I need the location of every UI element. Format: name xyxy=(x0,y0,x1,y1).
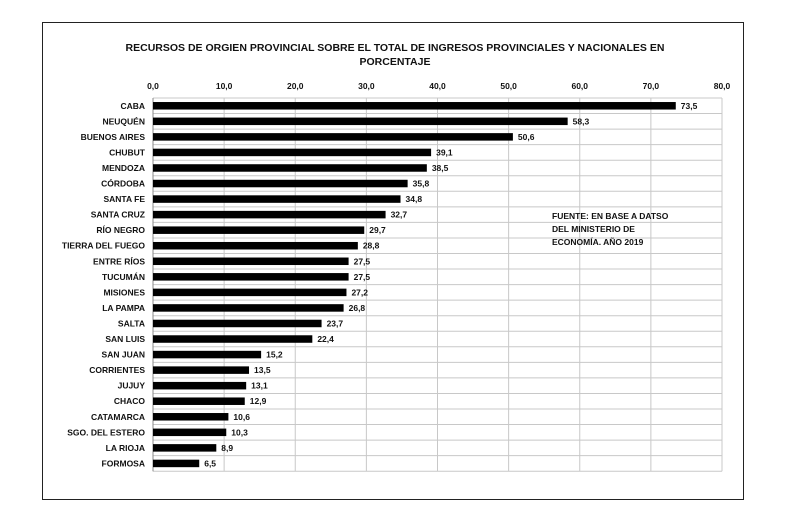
value-label: 58,3 xyxy=(572,116,590,127)
bar xyxy=(153,226,364,234)
x-tick-label: 10,0 xyxy=(215,81,233,91)
category-label: JUJUY xyxy=(117,380,145,391)
value-label: 35,8 xyxy=(412,178,430,189)
category-label: SAN LUIS xyxy=(105,334,145,345)
category-label: SAN JUAN xyxy=(101,349,145,360)
source-note-line-1: FUENTE: EN BASE A DATSO xyxy=(552,211,669,221)
category-label: SALTA xyxy=(117,318,145,329)
value-label: 15,2 xyxy=(266,349,283,360)
value-label: 26,8 xyxy=(348,302,366,313)
bar xyxy=(153,149,431,157)
value-label: 38,5 xyxy=(431,162,449,173)
category-label: TUCUMÁN xyxy=(102,271,145,282)
category-label: CHUBUT xyxy=(109,147,145,158)
category-label: ENTRE RÍOS xyxy=(93,256,145,267)
x-tick-label: 30,0 xyxy=(358,81,375,91)
bar xyxy=(153,133,513,141)
value-label: 73,5 xyxy=(680,100,698,111)
chart-title-line-2: PORCENTAJE xyxy=(359,56,431,68)
category-label: FORMOSA xyxy=(101,458,145,469)
value-label: 34,8 xyxy=(405,194,423,205)
x-tick-label: 70,0 xyxy=(642,81,660,91)
x-axis-ticks xyxy=(147,81,730,91)
value-label: 27,5 xyxy=(353,271,371,282)
bar xyxy=(153,118,568,126)
bar xyxy=(153,258,349,266)
value-label: 13,5 xyxy=(254,365,271,376)
value-label: 27,5 xyxy=(353,256,371,267)
bar xyxy=(153,429,226,437)
category-label: CABA xyxy=(120,100,145,111)
category-label: NEUQUÉN xyxy=(102,116,145,127)
bar xyxy=(153,164,427,172)
bar xyxy=(153,304,344,312)
value-label: 6,5 xyxy=(204,458,217,469)
category-label: CORRIENTES xyxy=(89,365,145,376)
bar xyxy=(153,289,346,297)
category-label: TIERRA DEL FUEGO xyxy=(61,240,145,251)
category-label: CATAMARCA xyxy=(91,411,145,422)
bar xyxy=(153,382,246,390)
x-tick-label: 80,0 xyxy=(713,81,731,91)
value-label: 12,9 xyxy=(249,396,267,407)
value-label: 10,3 xyxy=(231,427,248,438)
value-label: 8,9 xyxy=(221,442,234,453)
bar xyxy=(153,351,261,359)
value-label: 22,4 xyxy=(317,334,334,345)
value-label: 23,7 xyxy=(326,318,344,329)
value-label: 13,1 xyxy=(251,380,268,391)
bar xyxy=(153,180,408,188)
value-label: 27,2 xyxy=(351,287,369,298)
category-label: CHACO xyxy=(113,396,145,407)
bar xyxy=(153,366,249,374)
category-label: MISIONES xyxy=(103,287,145,298)
category-labels xyxy=(62,101,146,469)
bar xyxy=(153,460,199,468)
value-label: 28,8 xyxy=(362,240,380,251)
bar xyxy=(153,211,386,219)
value-label: 10,6 xyxy=(233,411,250,422)
bar xyxy=(153,102,676,110)
bar xyxy=(153,273,349,281)
category-label: RÍO NEGRO xyxy=(96,225,145,236)
x-tick-label: 0,0 xyxy=(147,81,159,91)
bar xyxy=(153,413,228,421)
category-label: SGO. DEL ESTERO xyxy=(67,427,145,438)
value-label: 29,7 xyxy=(369,225,386,236)
category-label: SANTA CRUZ xyxy=(90,209,145,220)
x-tick-label: 40,0 xyxy=(429,81,446,91)
category-label: SANTA FE xyxy=(103,194,145,205)
category-label: MENDOZA xyxy=(102,162,145,173)
category-label: BUENOS AIRES xyxy=(80,131,145,142)
category-label: LA PAMPA xyxy=(102,302,145,313)
value-label: 39,1 xyxy=(436,147,453,158)
category-label: CÓRDOBA xyxy=(101,178,145,189)
bar xyxy=(153,242,358,250)
chart-title-line-1: RECURSOS DE ORGIEN PROVINCIAL SOBRE EL TOTAL DE INGRESOS PROVINCIALES Y NACIONALES EN xyxy=(125,42,665,54)
bar xyxy=(153,444,216,452)
source-note-line-3: ECONOMÍA. AÑO 2019 xyxy=(552,237,644,247)
x-tick-label: 20,0 xyxy=(286,81,304,91)
category-label: LA RIOJA xyxy=(105,442,145,453)
bar xyxy=(153,397,245,405)
source-note-line-2: DEL MINISTERIO DE xyxy=(552,224,635,234)
x-tick-label: 60,0 xyxy=(571,81,589,91)
bar xyxy=(153,335,312,343)
value-label: 50,6 xyxy=(517,131,535,142)
bar xyxy=(153,195,401,203)
bar xyxy=(153,320,322,328)
x-tick-label: 50,0 xyxy=(500,81,517,91)
value-label: 32,7 xyxy=(390,209,408,220)
